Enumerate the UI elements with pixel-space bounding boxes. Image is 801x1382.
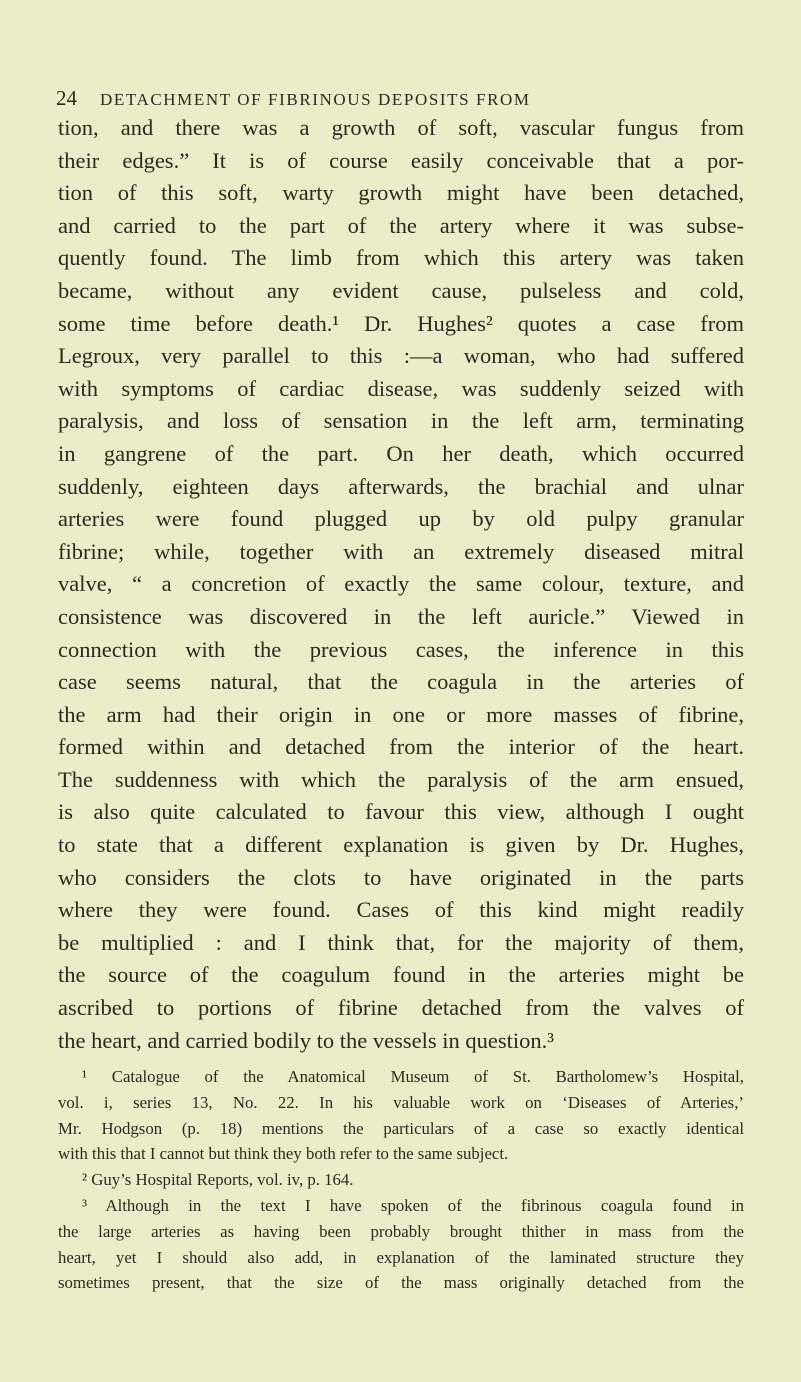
text-line: where they were found. Cases of this kind might readily — [58, 897, 744, 923]
text-line: the arm had their origin in one or more masses of fibrine, — [58, 701, 744, 727]
text-line: quently found. The limb from which this artery was taken — [58, 245, 744, 271]
text-line: suddenly, eighteen days afterwards, the brachial and ulnar — [58, 473, 744, 499]
footnotes — [58, 1064, 744, 1296]
text-line: is also quite calculated to favour this view, although I ought — [58, 799, 744, 825]
footnote-line: heart, yet I should also add, in explanation of the laminated structure they — [58, 1247, 744, 1267]
footnote-line: ¹ Catalogue of the Anatomical Museum of St. Bartholomew’s Hospital, — [82, 1067, 744, 1086]
text-line: paralysis, and loss of sensation in the left arm, terminating — [58, 408, 744, 434]
text-line: to state that a different explanation is given by Dr. Hughes, — [58, 832, 744, 858]
text-line: arteries were found plugged up by old pulpy granular — [58, 506, 744, 532]
text-line: fibrine; while, together with an extremely diseased mitral — [58, 538, 744, 564]
footnote-line: vol. i, series 13, No. 22. In his valuable work on ‘Diseases of Arteries,’ — [58, 1092, 744, 1112]
text-line: case seems natural, that the coagula in the arteries of — [58, 669, 744, 695]
text-line: in gangrene of the part. On her death, which occurred — [58, 440, 744, 466]
text-line: valve, “ a concretion of exactly the same colour, texture, and — [58, 571, 744, 597]
text-line: their edges.” It is of course easily conceivable that a por- — [58, 147, 744, 173]
text-line: tion of this soft, warty growth might have been detached, — [58, 180, 744, 206]
text-line: formed within and detached from the interior of the heart. — [58, 734, 744, 760]
text-line: some time before death.¹ Dr. Hughes² quotes a case from — [58, 310, 744, 336]
text-line: Legroux, very parallel to this :—a woman, who had suffered — [58, 343, 744, 369]
text-line: tion, and there was a growth of soft, vascular fungus from — [58, 115, 744, 140]
body-text — [58, 112, 744, 1057]
text-line: the heart, and carried bodily to the vessels in question.³ — [58, 1027, 554, 1053]
page-number: 24 — [56, 86, 77, 110]
text-line: who considers the clots to have originated in the parts — [58, 864, 744, 890]
footnote-line: sometimes present, that the size of the mass originally detached from the — [58, 1273, 744, 1293]
text-line: The suddenness with which the paralysis of the arm ensued, — [58, 766, 744, 792]
footnote-line: ³ Although in the text I have spoken of the fibrinous coagula found in — [82, 1195, 744, 1215]
footnote-line: the large arteries as having been probably brought thither in mass from the — [58, 1221, 744, 1241]
text-line: consistence was discovered in the left auricle.” Viewed in — [58, 603, 744, 629]
footnote-line: with this that I cannot but think they both refer to the same subject. — [58, 1144, 509, 1164]
text-line: and carried to the part of the artery where it was subse- — [58, 212, 744, 238]
footnote-line: ² Guy’s Hospital Reports, vol. iv, p. 164. — [82, 1170, 354, 1190]
text-line: connection with the previous cases, the inference in this — [58, 636, 744, 662]
text-line: with symptoms of cardiac disease, was suddenly seized with — [58, 375, 744, 401]
footnote-line: Mr. Hodgson (p. 18) mentions the particulars of a case so exactly identical — [58, 1118, 744, 1138]
running-head: DETACHMENT OF FIBRINOUS DEPOSITS FROM — [100, 90, 531, 109]
text-line: ascribed to portions of fibrine detached from the valves of — [58, 995, 744, 1021]
text-line: the source of the coagulum found in the arteries might be — [58, 962, 744, 988]
text-line: became, without any evident cause, pulseless and cold, — [58, 277, 744, 303]
text-line: be multiplied : and I think that, for the majority of them, — [58, 929, 744, 955]
